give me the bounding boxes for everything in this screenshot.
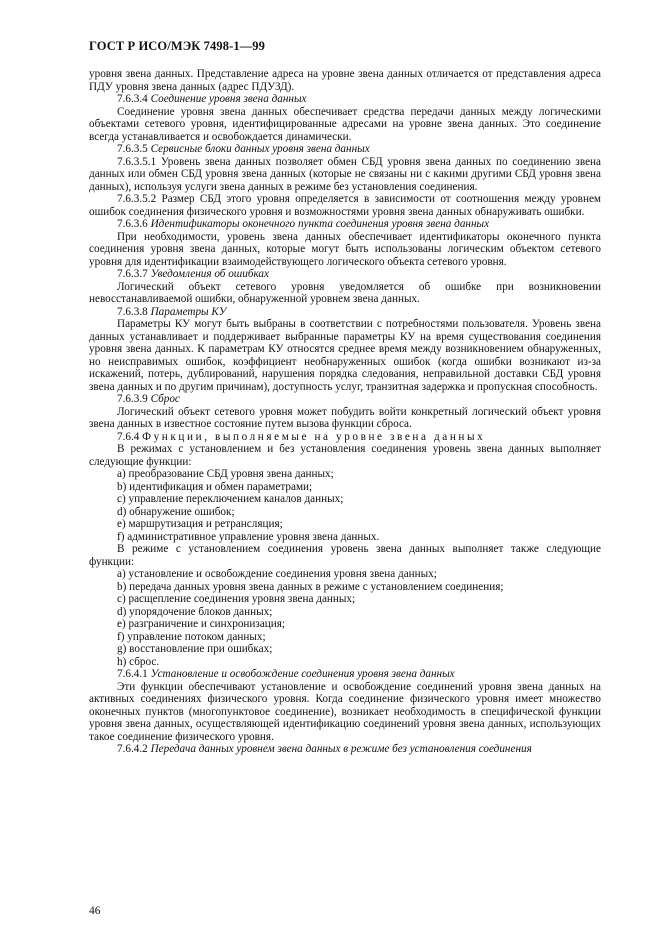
list-item: g) восстановление при ошибках; <box>117 643 273 655</box>
list-item: e) маршрутизация и ретрансляция; <box>117 518 283 530</box>
section-heading: 7.6.3.4 Соединение уровня звена данных <box>117 93 307 105</box>
paragraph: Соединение уровня звена данных обеспечивает средства передачи данных между логическими объектами сетевого уровня, идентифицированные адресами на уровне звена данных. Это соединение всегда устанавливается и освобождается динамически. <box>89 105 601 143</box>
paragraph: уровня звена данных. Представление адреса на уровне звена данных отличается от представления адреса ПДУ уровня звена данных (адрес ПДУЗД). <box>89 68 601 93</box>
page-number: 46 <box>89 905 101 917</box>
paragraph: 7.6.3.5.2 Размер СБД этого уровня определяется в зависимости от соотношения между уровнем ошибок соединения физического уровня и возможностями уровня звена данных обнаруживать ошибки. <box>89 193 601 218</box>
list-item: c) расщепление соединения уровня звена данных; <box>117 593 356 605</box>
paragraph: Параметры КУ могут быть выбраны в соответствии с потребностями пользователя. Уровень звена данных устанавливает и поддерживает выбранные параметры КУ на время существования соединения уровня звена данных. К параметрам КУ относятся среднее время между возникновением обнаруженных, но неисправимых ошибок, коэффициент необнаруженных ошибок (когда ошибки возникают из-за искажений, потерь, дублирований, нарушения порядка следования, неправильной доставки СБД уровня звена данных и по другим причинам), доступность услуг, транзитная задержка и пропускная способность. <box>89 318 601 393</box>
list-item: f) административное управление уровня звена данных. <box>117 530 380 543</box>
document-header: ГОСТ Р ИСО/МЭК 7498-1—99 <box>89 39 265 53</box>
paragraph: 7.6.3.5.1 Уровень звена данных позволяет обмен СБД уровня звена данных по соединению звена данных или обмен СБД уровня звена данных (которые не связаны ни с какими другими СБД уровня звена данных), используя услуги звена данных в режиме без установления соединения. <box>89 155 601 193</box>
list-item: a) установление и освобождение соединения уровня звена данных; <box>117 568 437 580</box>
paragraph: В режиме с установлением соединения уровень звена данных выполняет также следующие функции: <box>89 543 601 568</box>
list-item: b) передача данных уровня звена данных в режиме с установлением соединения; <box>117 580 504 593</box>
list-item: d) обнаружение ошибок; <box>117 505 235 518</box>
section-heading: 7.6.3.6 Идентификаторы оконечного пункта соединения уровня звена данных <box>117 218 490 230</box>
list-item: b) идентификация и обмен параметрами; <box>117 480 313 493</box>
list-item: h) сброс. <box>117 655 160 668</box>
list-item: e) разграничение и синхронизация; <box>117 618 286 630</box>
list-item: f) управление потоком данных; <box>117 630 266 643</box>
paragraph: Логический объект сетевого уровня может побудить войти конкретный логический объект уровня звена данных в известное состояние путем вызова функции сброса. <box>89 405 601 430</box>
section-heading: 7.6.4.2 Передача данных уровнем звена данных в режиме без установления соединения <box>117 743 532 755</box>
paragraph: Эти функции обеспечивают установление и освобождение соединений уровня звена данных на активных соединениях физического уровня. Когда соединение физического уровня имеет множество оконечных пунктов (многопунктовое соединение), возникает необходимость в специфической функции уровня звена данных, осуществляющей идентификацию соединений уровня звена данных, использующих такое соединение физического уровня. <box>89 680 601 743</box>
section-heading: 7.6.3.8 Параметры КУ <box>117 305 227 318</box>
paragraph: В режимах с установлением и без установления соединения уровень звена данных выполняет следующие функции: <box>89 443 601 468</box>
section-heading: 7.6.4.1 Установление и освобождение соединения уровня звена данных <box>117 668 455 680</box>
section-heading: 7.6.3.9 Сброс <box>117 393 180 405</box>
list-item: a) преобразование СБД уровня звена данных; <box>117 468 334 480</box>
list-item: d) упорядочение блоков данных; <box>117 605 273 618</box>
list-item: c) управление переключением каналов данных; <box>117 493 344 505</box>
section-heading: 7.6.3.7 Уведомления об ошибках <box>117 268 269 280</box>
paragraph: При необходимости, уровень звена данных обеспечивает идентификаторы оконечного пункта соединения уровня звена данных, которые могут быть использованы логическим объектом сетевого уровня для идентификации взаимодействующего логического объекта сетевого уровня. <box>89 230 601 268</box>
section-heading: 7.6.4 Функции, выполняемые на уровне звена данных <box>117 430 486 443</box>
paragraph: Логический объект сетевого уровня уведомляется об ошибке при возникновении невосстанавливаемой ошибки, обнаруженной уровнем звена данных. <box>89 280 601 305</box>
document-body <box>89 68 601 756</box>
section-heading: 7.6.3.5 Сервисные блоки данных уровня звена данных <box>117 143 370 155</box>
